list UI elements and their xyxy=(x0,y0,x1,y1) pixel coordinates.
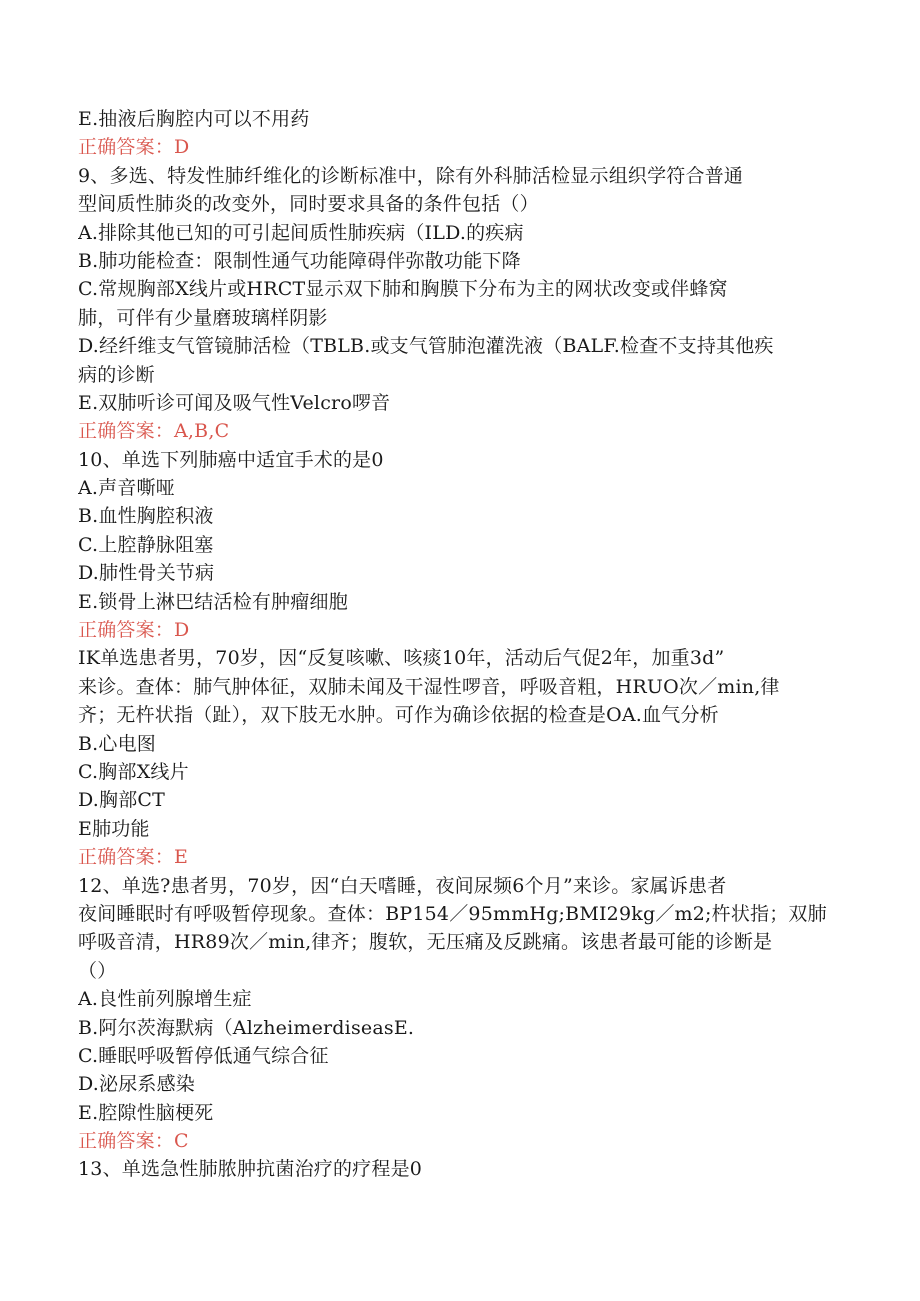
option-line: B.血性胸腔积液 xyxy=(78,505,214,528)
question-text: 来诊。查体：肺气肿体征，双肺未闻及干湿性啰音，呼吸音粗，HRUO次／min,律 xyxy=(78,675,780,698)
option-line: C.胸部X线片 xyxy=(78,760,189,783)
option-line: D.胸部CT xyxy=(78,789,166,812)
option-line: 肺，可伴有少量磨玻璃样阴影 xyxy=(78,306,328,329)
answer-value: C xyxy=(174,1130,189,1153)
correct-answer xyxy=(78,133,848,161)
option-line: A.良性前列腺增生症 xyxy=(78,988,252,1011)
correct-answer xyxy=(78,843,848,871)
question-text: 呼吸音清，HR89次／min,律齐；腹软，无压痛及反跳痛。该患者最可能的诊断是 xyxy=(78,931,773,954)
question-text: 齐；无杵状指（趾），双下肢无水肿。可作为确诊依据的检查是OA.血气分析 xyxy=(78,704,719,727)
correct-answer xyxy=(78,616,848,644)
option-line: C.睡眠呼吸暂停低通气综合征 xyxy=(78,1044,329,1067)
option-line: A.排除其他已知的可引起间质性肺疾病（ILD.的疾病 xyxy=(78,221,524,244)
option-line: B.心电图 xyxy=(78,732,157,755)
option-line: D.肺性骨关节病 xyxy=(78,562,215,585)
question-text: 夜间睡眠时有呼吸暂停现象。查体：BP154／95mmHg;BMI29kg／m2;杵状指；双肺 xyxy=(78,902,827,925)
option-line: C.常规胸部X线片或HRCT显示双下肺和胸膜下分布为主的网状改变或伴蜂窝 xyxy=(78,278,728,301)
option-line: E.双肺听诊可闻及吸气性Velcro啰音 xyxy=(78,391,391,414)
option-line: 病的诊断 xyxy=(78,363,155,386)
option-line: B.肺功能检查：限制性通气功能障碍伴弥散功能下降 xyxy=(78,249,521,272)
option-line: D.经纤维支气管镜肺活检（TBLB.或支气管肺泡灌洗液（BALF.检查不支持其他疾 xyxy=(78,335,774,358)
option-line: C.上腔静脉阻塞 xyxy=(78,533,214,556)
option-line: A.声音嘶哑 xyxy=(78,477,175,500)
answer-label: 正确答案： xyxy=(78,846,175,869)
answer-label: 正确答案： xyxy=(78,136,175,159)
answer-label: 正确答案： xyxy=(78,1130,175,1153)
answer-label: 正确答案： xyxy=(78,619,175,642)
correct-answer xyxy=(78,417,848,445)
option-line: E肺功能 xyxy=(78,817,150,840)
question-text: 12、单选?患者男，70岁，因“白天嗜睡，夜间尿频6个月”来诊。家属诉患者 xyxy=(78,874,727,897)
answer-value: E xyxy=(174,846,189,869)
option-line: E.抽液后胸腔内可以不用药 xyxy=(78,108,310,130)
question-text: （） xyxy=(78,959,117,982)
document-page xyxy=(78,105,848,1184)
answer-value: D xyxy=(174,136,190,159)
question-text: IK单选患者男，70岁，因“反复咳嗽、咳痰10年，活动后气促2年，加重3d” xyxy=(78,647,725,670)
question-text: 13、单选急性肺脓肿抗菌治疗的疗程是0 xyxy=(78,1158,423,1181)
correct-answer xyxy=(78,1127,848,1155)
question-text: 10、单选下列肺癌中适宜手术的是0 xyxy=(78,448,384,471)
option-line: E.锁骨上淋巴结活检有肿瘤细胞 xyxy=(78,590,348,613)
question-text: 型间质性肺炎的改变外，同时要求具备的条件包括（） xyxy=(78,193,539,216)
option-line: E.腔隙性脑梗死 xyxy=(78,1101,214,1124)
question-text: 9、多选、特发性肺纤维化的诊断标准中，除有外科肺活检显示组织学符合普通 xyxy=(78,164,744,187)
answer-value: A,B,C xyxy=(174,420,230,443)
answer-value: D xyxy=(174,619,190,642)
option-line: D.泌尿系感染 xyxy=(78,1073,195,1096)
option-line: B.阿尔茨海默病（AlzheimerdiseasE. xyxy=(78,1016,415,1039)
answer-label: 正确答案： xyxy=(78,420,175,443)
